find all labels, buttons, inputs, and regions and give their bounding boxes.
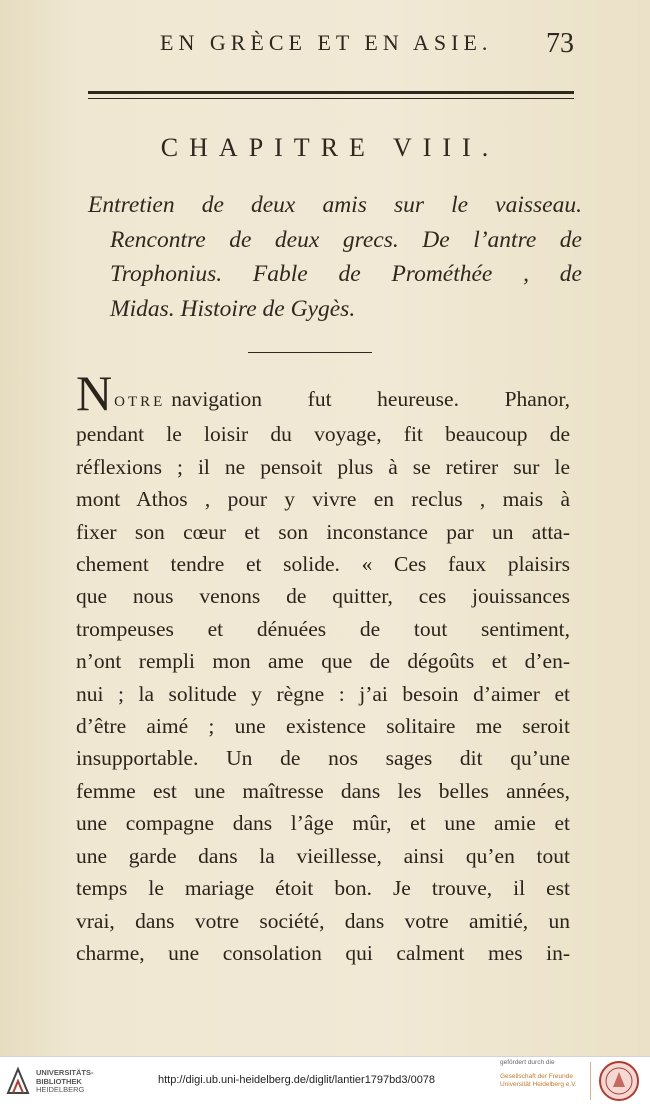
text-line: chement tendre et solide. « Ces faux plaisirs xyxy=(76,552,570,577)
text-line: mont Athos , pour y vivre en reclus , mais à xyxy=(76,487,570,512)
viewer-footer xyxy=(0,1056,650,1104)
text-line-first xyxy=(76,365,570,421)
library-name-line: HEIDELBERG xyxy=(36,1085,85,1094)
text-line: femme est une maîtresse dans les belles années, xyxy=(76,778,570,803)
text-line: n’ont rempli mon ame que de dégoûts et d’en- xyxy=(76,649,570,674)
text-line: nui ; la solitude y règne : j’ai besoin d’aimer et xyxy=(76,681,570,706)
text-line: une garde dans la vieillesse, ainsi qu’en tout xyxy=(76,843,570,868)
section-divider xyxy=(248,352,372,353)
text-line: insupportable. Un de nos sages dit qu’une xyxy=(76,746,570,771)
summary-line: Midas. Histoire de Gygès. xyxy=(110,295,356,322)
library-name-line: UNIVERSITÄTS- xyxy=(36,1068,94,1077)
permalink-url[interactable]: http://digi.ub.uni-heidelberg.de/diglit/lantier1797bd3/0078 xyxy=(158,1074,436,1086)
library-name[interactable] xyxy=(36,1069,94,1095)
sponsor-line: Gesellschaft der Freunde xyxy=(500,1073,573,1080)
university-seal-icon xyxy=(598,1060,640,1102)
text-line: que nous venons de quitter, ces jouissances xyxy=(76,584,570,609)
chapter-title: CHAPITRE VIII. xyxy=(160,133,500,162)
header-rule-thin xyxy=(88,98,574,99)
summary-line: Entretien de deux amis sur le vaisseau. xyxy=(88,192,582,218)
chapter-summary xyxy=(88,188,582,326)
text-line: d’être aimé ; une existence solitaire me seroit xyxy=(76,714,570,739)
university-library-logo-icon[interactable] xyxy=(6,1065,30,1097)
sponsor-line: Universität Heidelberg e.V. xyxy=(500,1081,577,1088)
small-caps: OTRE xyxy=(114,394,166,410)
text-line: temps le mariage étoit bon. Je trouve, il est xyxy=(76,876,570,901)
text-line: trompeuses et dénuées de tout sentiment, xyxy=(76,616,570,641)
running-head: EN GRÈCE ET EN ASIE. xyxy=(160,30,493,55)
first-line-rest: navigation fut heureuse. Phanor, xyxy=(171,387,570,411)
text-line: fixer son cœur et son inconstance par un atta- xyxy=(76,519,570,544)
text-line: vrai, dans votre société, dans votre amitié, un xyxy=(76,908,570,933)
page-number: 73 xyxy=(546,28,574,59)
text-line: pendant le loisir du voyage, fit beaucoup de xyxy=(76,422,570,447)
summary-line: Rencontre de deux grecs. De l’antre de xyxy=(110,226,582,253)
text-line: réflexions ; il ne pensoit plus à se retirer sur le xyxy=(76,454,570,479)
sponsor-name[interactable] xyxy=(500,1073,577,1089)
sponsor-label: gefördert durch die xyxy=(500,1059,555,1066)
text-line: une compagne dans l’âge mûr, et une amie et xyxy=(76,811,570,836)
text-line: charme, une consolation qui calment mes in- xyxy=(76,940,570,965)
summary-line: Trophonius. Fable de Prométhée , de xyxy=(110,261,582,287)
library-name-line: BIBLIOTHEK xyxy=(36,1076,82,1086)
header-rule-thick xyxy=(88,91,574,94)
body-text xyxy=(76,365,570,969)
footer-divider xyxy=(590,1062,591,1100)
drop-cap: N xyxy=(76,365,113,421)
